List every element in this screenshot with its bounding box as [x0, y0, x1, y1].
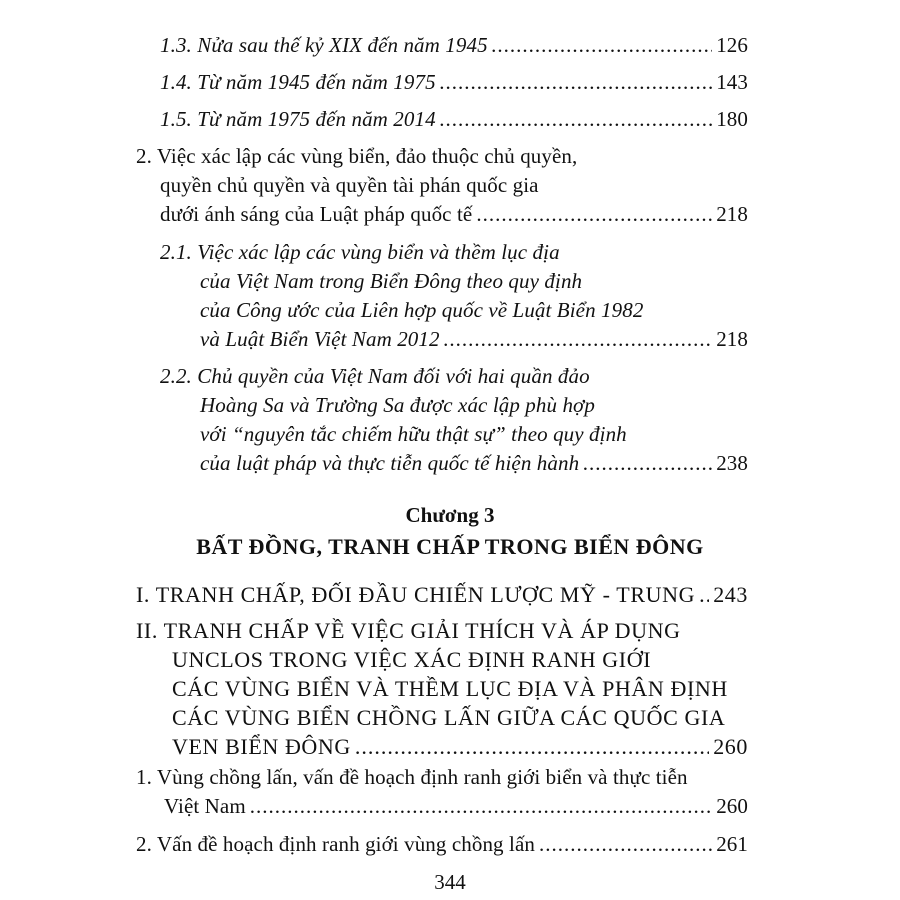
toc-entry-2-1: [160, 238, 748, 354]
toc-page-number: 261: [716, 832, 748, 856]
toc-entry-text: 2. Việc xác lập các vùng biển, đảo thuộc chủ quyền,: [136, 144, 578, 168]
toc-page-number: 260: [713, 734, 748, 759]
toc-page-number: 126: [716, 33, 748, 57]
chapter-label: Chương 3: [405, 503, 495, 527]
toc-entry-2-2: [160, 362, 748, 478]
leader-dots: [444, 325, 713, 354]
toc-entry-text: của luật pháp và thực tiễn quốc tế hiện hành: [200, 451, 580, 475]
toc-entry-2: [136, 142, 748, 229]
toc-entry-1-5: [160, 105, 748, 134]
leader-dots: [440, 105, 713, 134]
toc-page-number: 218: [716, 202, 748, 226]
toc-entry-text: và Luật Biển Việt Nam 2012: [200, 327, 440, 351]
leader-dots: [699, 580, 709, 609]
toc-page-number: 238: [716, 451, 748, 475]
leader-dots: [539, 830, 712, 859]
toc-entry-text: 1.4. Từ năm 1945 đến năm 1975: [160, 70, 436, 94]
toc-page-number: 218: [716, 327, 748, 351]
toc-entry-text: quyền chủ quyền và quyền tài phán quốc gia: [160, 173, 539, 197]
toc-entry-text: VEN BIỂN ĐÔNG: [172, 734, 351, 759]
toc-entry-text: 1. Vùng chồng lấn, vấn đề hoạch định ranh giới biển và thực tiễn: [136, 765, 688, 789]
toc-entry-text: CÁC VÙNG BIỂN CHỒNG LẤN GIỮA CÁC QUỐC GIA: [172, 705, 726, 730]
toc-entry-text: 2.2. Chủ quyền của Việt Nam đối với hai quần đảo: [160, 364, 590, 388]
toc-entry-1-4: [160, 68, 748, 97]
toc-entry-text: II. TRANH CHẤP VỀ VIỆC GIẢI THÍCH VÀ ÁP DỤNG: [136, 618, 681, 643]
toc-entry-text: Hoàng Sa và Trường Sa được xác lập phù hợp: [200, 393, 595, 417]
toc-page-number: 260: [716, 794, 748, 818]
leader-dots: [476, 200, 712, 229]
toc-entry-text: của Công ước của Liên hợp quốc về Luật Biển 1982: [200, 298, 644, 322]
toc-entry-text: dưới ánh sáng của Luật pháp quốc tế: [160, 202, 473, 226]
toc-entry-text: I. TRANH CHẤP, ĐỐI ĐẦU CHIẾN LƯỢC MỸ - TRUNG: [136, 582, 696, 607]
toc-entry-1-3: [160, 31, 748, 60]
leader-dots: [250, 792, 712, 821]
toc-entry-ch3-2: [136, 830, 748, 859]
toc-section-I: [136, 580, 748, 609]
toc-entry-text: của Việt Nam trong Biển Đông theo quy định: [200, 269, 583, 293]
toc-page-number: 243: [713, 582, 748, 607]
leader-dots: [440, 68, 713, 97]
toc-entry-text: Việt Nam: [164, 794, 246, 818]
chapter-title: BẤT ĐỒNG, TRANH CHẤP TRONG BIỂN ĐÔNG: [196, 534, 704, 559]
toc-entry-text: 2.1. Việc xác lập các vùng biển và thềm lục địa: [160, 240, 560, 264]
toc-entry-text: 2. Vấn đề hoạch định ranh giới vùng chồng lấn: [136, 832, 535, 856]
toc-entry-ch3-1: [136, 763, 748, 821]
toc-entry-text: với “nguyên tắc chiếm hữu thật sự” theo quy định: [200, 422, 627, 446]
page-number: 344: [434, 870, 466, 894]
toc-entry-text: UNCLOS TRONG VIỆC XÁC ĐỊNH RANH GIỚI: [172, 647, 652, 672]
leader-dots: [492, 31, 713, 60]
toc-entry-text: CÁC VÙNG BIỂN VÀ THỀM LỤC ĐỊA VÀ PHÂN ĐỊNH: [172, 676, 728, 701]
leader-dots: [355, 732, 709, 761]
toc-section-II: [136, 616, 748, 761]
toc-entry-text: 1.3. Nửa sau thế kỷ XIX đến năm 1945: [160, 33, 488, 57]
toc-entry-text: 1.5. Từ năm 1975 đến năm 2014: [160, 107, 436, 131]
toc-page-number: 143: [716, 70, 748, 94]
leader-dots: [583, 449, 712, 478]
toc-page-number: 180: [716, 107, 748, 131]
